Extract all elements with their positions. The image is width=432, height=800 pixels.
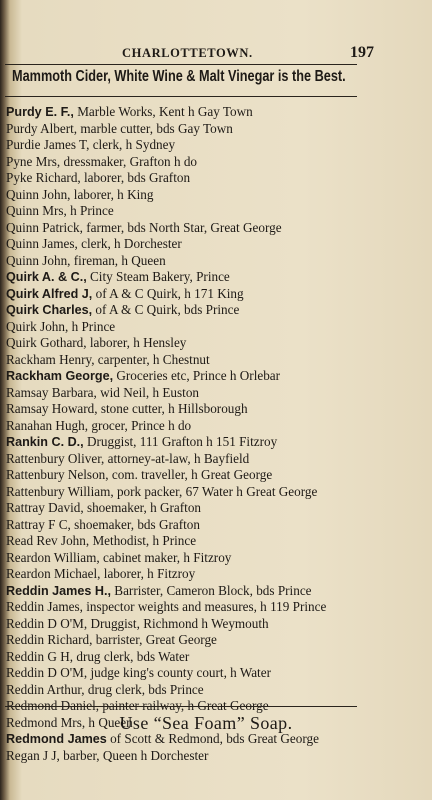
entry-name: Pyke Richard, [6,170,81,185]
entry-details: Druggist, 111 Grafton h 151 Fitzroy [83,434,278,449]
directory-entry [6,467,426,484]
entry-name: Quinn John, [6,186,71,202]
entry-name: Ranahan Hugh, [6,417,89,433]
directory-entry [6,319,426,336]
page-number: 197 [350,44,374,61]
directory-entry [6,220,426,237]
directory-entry [6,203,426,220]
entry-name: Read Rev John, [6,533,90,548]
entry-name: Quinn James, [6,236,78,251]
entry-name: Reardon William, [6,549,100,565]
directory-entry [6,665,426,682]
entry-details: Methodist, h Prince [89,533,197,548]
entry-details: attorney-at-law, h Bayfield [104,450,250,466]
entry-name: Pyne Mrs, [6,153,61,169]
entry-details: h Queen [85,714,133,730]
entry-details: wid Neil, h Euston [96,384,200,400]
directory-entry [6,748,426,765]
directory-entry [6,236,426,253]
entry-details: barrister, Great George [92,632,217,647]
entry-name: Redmond Daniel, [6,698,100,713]
entry-details: shoemaker, bds Grafton [70,516,200,532]
directory-entry [6,517,426,534]
entry-name: Reddin D O'M, [6,665,88,680]
directory-entry [6,187,426,204]
entry-details: clerk, h Dorchester [77,236,182,251]
entry-details: h Prince [66,203,114,218]
entry-name: Reddin D O'M, [6,615,88,631]
entry-name: Quirk Gothard, [6,335,87,350]
entry-name: Quirk Alfred J, [6,286,93,301]
entry-name: Purdy Albert, [6,120,78,136]
entry-details: of A & C Quirk, h 171 King [92,285,244,301]
entry-name: Reddin Arthur, [6,681,85,697]
directory-entry [6,368,426,385]
entry-details: cabinet maker, h Fitzroy [99,549,232,565]
entry-name: Rattenbury William, [6,483,114,499]
entry-details: barber, Queen h Dorchester [59,747,209,763]
entry-details: dressmaker, Grafton h do [60,153,198,169]
entry-name: Purdy E. F., [6,105,74,119]
entry-name: Rattenbury Nelson, [6,467,109,482]
directory-entry [6,599,426,616]
entry-details: City Steam Bakery, Prince [86,269,230,284]
directory-entry [6,137,426,154]
directory-entry [6,352,426,369]
entry-details: Barrister, Cameron Block, bds Prince [110,582,312,598]
entry-details: Marble Works, Kent h Gay Town [73,104,253,119]
footer-ad: Use “Sea Foam” Soap. [119,713,293,733]
entry-name: Quinn Patrick, [6,219,83,235]
header-rule [5,64,357,65]
entry-details: laborer, bds Grafton [80,170,191,185]
entry-name: Reddin James H., [6,583,111,598]
entry-name: Quirk Charles, [6,303,93,317]
footer-rule [5,706,357,707]
entry-details: Druggist, Richmond h Weymouth [87,615,269,631]
page-header [0,42,432,62]
entry-details: drug clerk, bds Water [73,648,190,664]
directory-entry [6,302,426,319]
running-head: CHARLOTTETOWN. [122,46,253,60]
entry-details: com. traveller, h Great George [108,467,273,482]
entry-name: Rattray David, [6,500,84,515]
banner-rule [5,96,357,97]
directory-entry [6,170,426,187]
entry-details: clerk, h Sydney [89,137,176,152]
entry-name: Ramsay Barbara, [6,384,97,400]
entry-details: laborer, h Hensley [86,335,187,350]
directory-entry [6,385,426,402]
entry-details: grocer, Prince h do [88,417,192,433]
entry-name: Purdie James T, [6,137,90,152]
directory-entry [6,401,426,418]
entry-name: Reddin James, [6,599,83,614]
entry-details: laborer, h King [70,186,154,202]
entry-name: Rattenbury Oliver, [6,450,105,466]
entry-name: Reddin G H, [6,648,74,664]
entry-details: inspector weights and measures, h 119 Prince [82,599,327,614]
directory-entry [6,335,426,352]
directory-entry [6,533,426,550]
entry-details: pork packer, 67 Water h Great George [113,483,318,499]
entry-details: Groceries etc, Prince h Orlebar [113,368,281,383]
directory-entry [6,451,426,468]
entry-name: Quirk John, [6,318,69,334]
entry-name: Rackham Henry, [6,351,95,367]
entry-details: h Prince [68,318,116,334]
entry-name: Ramsay Howard, [6,401,98,416]
directory-entry [6,550,426,567]
entry-details: painter railway, h Great George [99,698,269,713]
entry-name: Rackham George, [6,369,114,383]
directory-entry [6,434,426,451]
directory-entry [6,154,426,171]
entry-details: of Scott & Redmond, bds Great George [106,731,319,746]
entry-name: Rankin C. D., [6,435,84,449]
directory-entry [6,418,426,435]
entry-name: Rattray F C, [6,516,71,532]
entry-details: drug clerk, bds Prince [84,681,204,697]
entry-name: Reardon Michael, [6,566,101,581]
entry-name: Quinn Mrs, [6,203,67,218]
directory-entry [6,286,426,303]
entry-details: fireman, h Queen [70,252,166,268]
entry-details: stone cutter, h Hillsborough [97,401,248,416]
ad-banner: Mammoth Cider, White Wine & Malt Vinegar is the Best. [12,68,346,85]
directory-entry [6,121,426,138]
directory-entry [6,269,426,286]
directory-entry [6,566,426,583]
directory-entry [6,632,426,649]
entry-name: Regan J J, [6,747,60,763]
entry-details: carpenter, h Chestnut [94,351,210,367]
entry-name: Reddin Richard, [6,632,93,647]
directory-listing [6,104,426,764]
entry-name: Redmond Mrs, [6,714,86,730]
directory-entry [6,500,426,517]
entry-details: marble cutter, bds Gay Town [77,120,233,136]
directory-entry [6,253,426,270]
directory-entry [6,682,426,699]
directory-entry [6,649,426,666]
entry-details: judge king's county court, h Water [87,665,271,680]
entry-name: Quirk A. & C., [6,270,87,284]
directory-entry [6,104,426,121]
entry-name: Redmond James [6,732,107,746]
entry-details: farmer, bds North Star, Great George [82,219,282,235]
entry-details: laborer, h Fitzroy [100,566,196,581]
directory-entry [6,583,426,600]
directory-entry [6,484,426,501]
entry-details: of A & C Quirk, bds Prince [92,302,240,317]
entry-name: Quinn John, [6,252,71,268]
directory-entry [6,616,426,633]
entry-details: shoemaker, h Grafton [83,500,202,515]
